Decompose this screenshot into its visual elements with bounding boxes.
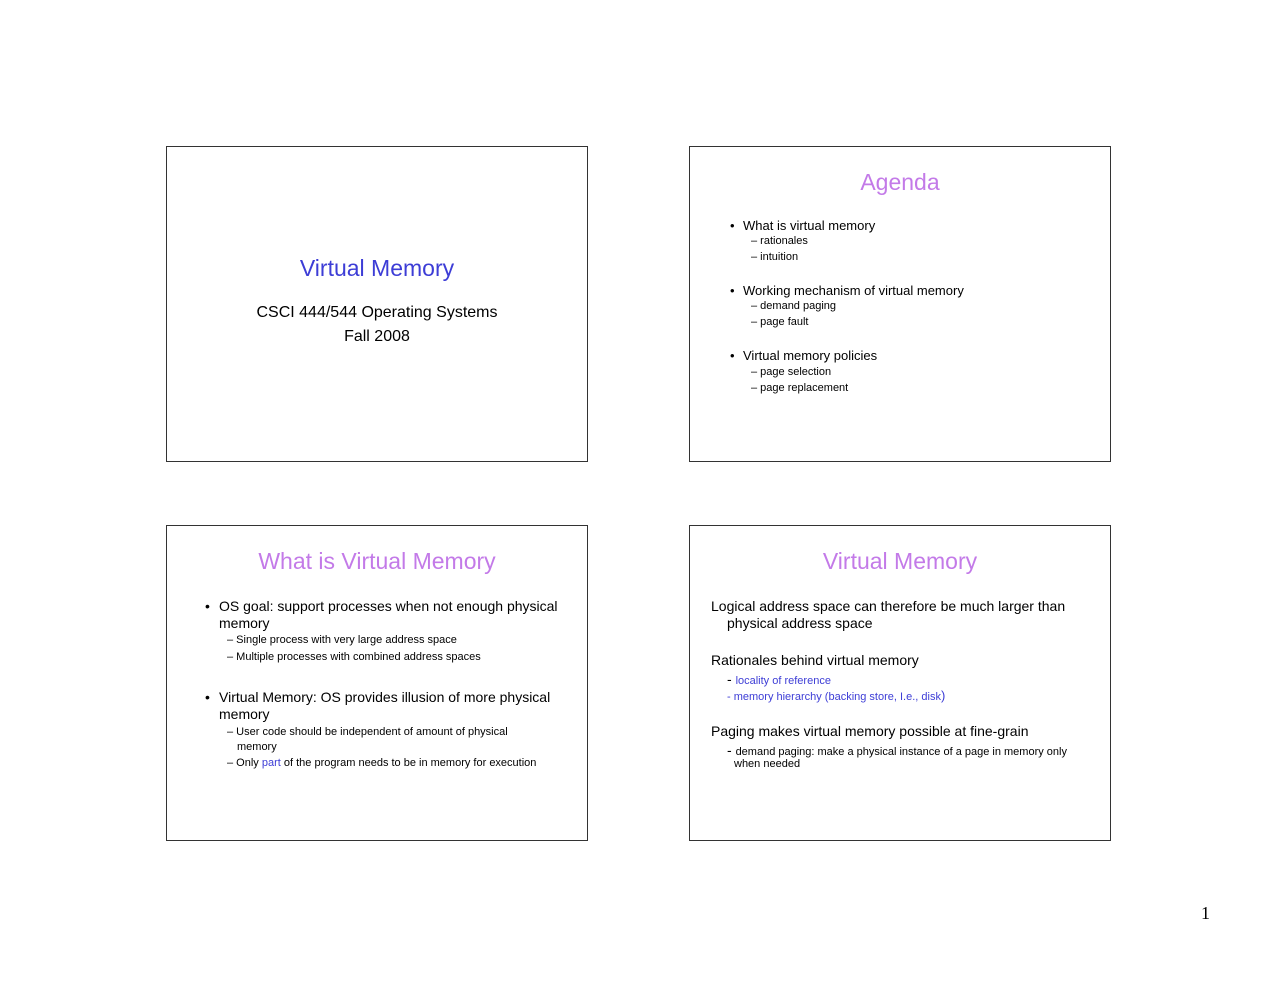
sub-item: – Multiple processes with combined address spaces [227, 651, 481, 663]
paging-heading: Paging makes virtual memory possible at fine-grain [711, 723, 1029, 739]
bullet-icon: • [730, 348, 735, 363]
agenda-sub-item: – demand paging [751, 300, 837, 312]
vm-illusion-line1: Virtual Memory: OS provides illusion of more physical [219, 689, 551, 705]
bullet-icon: • [730, 218, 735, 233]
agenda-bullet-1: • What is virtual memory [730, 218, 876, 233]
sub-item: – User code should be independent of amount of physical [227, 726, 508, 738]
slide-title [166, 146, 588, 462]
os-goal-line2: memory [219, 615, 270, 631]
agenda-sub-item: – page selection [751, 366, 832, 378]
slide-what-is-vm-heading: What is Virtual Memory [258, 548, 496, 574]
demand-paging-line2: when needed [734, 758, 801, 770]
rationales-heading: Rationales behind virtual memory [711, 652, 919, 668]
slide-agenda [689, 146, 1111, 462]
slide-title-heading: Virtual Memory [299, 255, 455, 281]
slide-virtual-memory [689, 525, 1111, 841]
logical-space-line1: Logical address space can therefore be much larger than [711, 598, 1066, 614]
agenda-bullet-2: • Working mechanism of virtual memory [730, 283, 964, 298]
logical-space-line2: physical address space [727, 615, 873, 631]
bullet-icon: • [205, 689, 210, 705]
slide-virtual-memory-heading: Virtual Memory [822, 548, 978, 574]
sub-item-only-part: – Only part of the program needs to be in memory for execution [227, 757, 537, 769]
agenda-bullet-3: • Virtual memory policies [730, 348, 878, 363]
rationale-locality: - locality of reference [727, 671, 831, 687]
sub-item-continued: memory [237, 741, 277, 753]
slide-what-is-vm [166, 525, 588, 841]
demand-paging-line1: - demand paging: make a physical instance of a page in memory only [727, 742, 1067, 758]
rationale-hierarchy: - memory hierarchy (backing store, I.e., disk) [727, 688, 946, 703]
agenda-sub-item: – page replacement [751, 382, 849, 394]
course-name: CSCI 444/544 Operating Systems [256, 304, 498, 321]
sub-item: – Single process with very large address space [227, 634, 457, 646]
page-number: 1 [1201, 903, 1210, 923]
term: Fall 2008 [344, 328, 410, 345]
os-goal-line1: OS goal: support processes when not enough physical [219, 598, 558, 614]
slide-agenda-heading: Agenda [860, 169, 940, 195]
bullet-icon: • [730, 283, 735, 298]
vm-illusion-line2: memory [219, 706, 270, 722]
bullet-icon: • [205, 598, 210, 614]
agenda-sub-item: – intuition [751, 251, 799, 263]
highlight-part: part [261, 757, 281, 769]
agenda-sub-item: – page fault [751, 316, 809, 328]
agenda-sub-item: – rationales [751, 235, 808, 247]
